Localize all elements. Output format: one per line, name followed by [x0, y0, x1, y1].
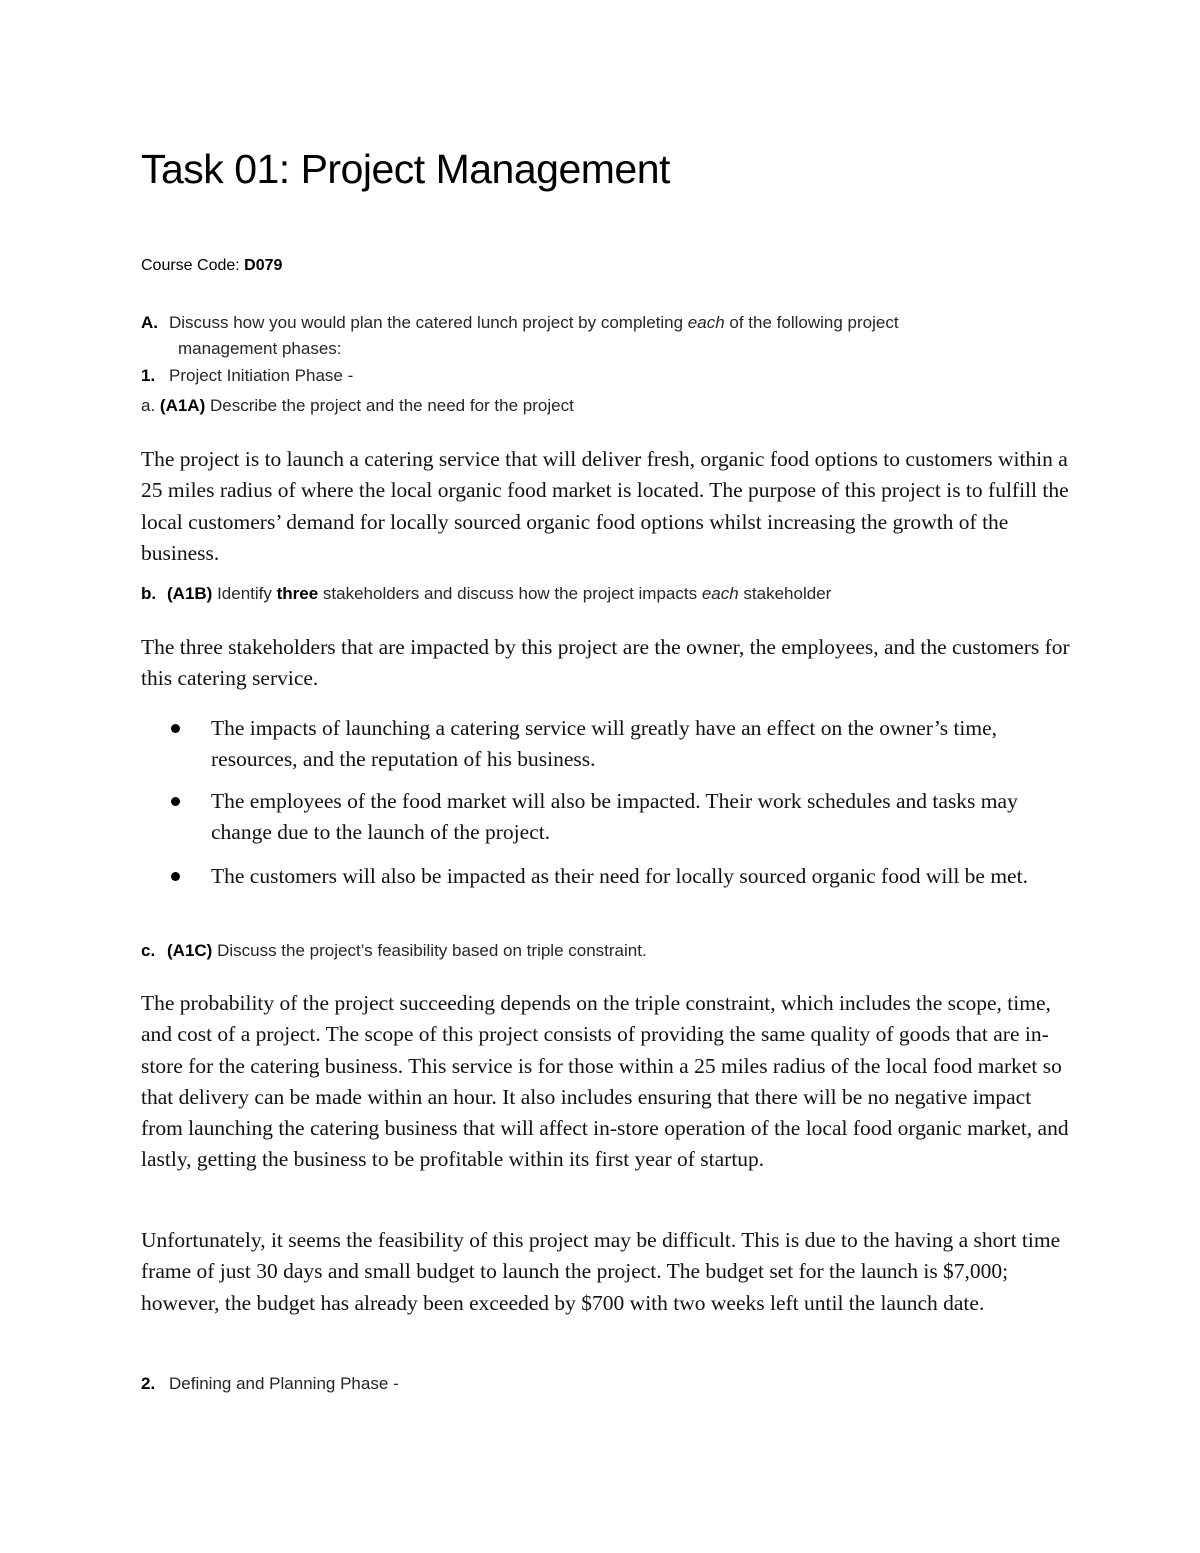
page-title: Task 01: Project Management	[141, 146, 670, 192]
section-a-heading-line2: management phases:	[178, 339, 342, 358]
item-b-text-middle: stakeholders and discuss how the project impacts	[318, 584, 702, 603]
phase-1-heading	[141, 366, 353, 386]
item-c-text: Discuss the project’s feasibility based on triple constraint.	[212, 941, 647, 960]
bullet-icon	[171, 797, 180, 806]
phase-1-label: Project Initiation Phase -	[169, 366, 354, 385]
list-item-text: The employees of the food market will also be impacted. Their work schedules and tasks may change due to the launch of the project.	[211, 789, 1018, 845]
item-a-code: (A1A)	[159, 396, 206, 415]
list-item	[171, 786, 1071, 849]
item-c-answer-2: Unfortunately, it seems the feasibility of this project may be difficult. This is due to the having a short time frame of just 30 days and small budget to launch the project. The budget set for the launch is $7,000; however, the budget has already been exceeded by $700 with two weeks left until the launch date.	[141, 1228, 1061, 1315]
bullet-icon	[171, 724, 180, 733]
section-a-text-end: of the following project	[724, 313, 899, 332]
item-b-heading	[141, 584, 831, 604]
item-b-marker: b.	[141, 584, 157, 603]
item-c-answer-1: The probability of the project succeeding depends on the triple constraint, which includes the scope, time, and cost of a project. The scope of this project consists of providing the same quality of goods that are in-store for the catering business. This service is for those within a 25 miles radius of the local food market so that delivery can be made within an hour. It also includes ensuring that there will be no negative impact from launching the catering business that will affect in-store operation of the local food organic market, and lastly, getting the business to be profitable within its first year of startup.	[141, 991, 1069, 1172]
item-a-heading	[141, 396, 574, 416]
item-b-code: (A1B)	[167, 584, 213, 603]
item-b-text-end: stakeholder	[738, 584, 832, 603]
item-a-marker: a.	[141, 396, 160, 415]
item-c-code: (A1C)	[167, 941, 213, 960]
list-item	[171, 713, 1071, 776]
list-item-text: The impacts of launching a catering service will greatly have an effect on the owner’s time, resources, and the reputation of his business.	[211, 716, 998, 772]
item-c-marker: c.	[141, 941, 156, 960]
section-a-marker: A.	[141, 313, 158, 332]
course-code-value: D079	[244, 257, 283, 274]
item-b-answer: The three stakeholders that are impacted by this project are the owner, the employees, and the customers for this catering service.	[141, 635, 1070, 691]
item-b-emphasis: each	[701, 584, 739, 603]
phase-2-marker: 2.	[141, 1374, 156, 1393]
phase-2-heading	[141, 1374, 399, 1394]
phase-2-label: Defining and Planning Phase -	[169, 1374, 399, 1393]
course-code	[141, 257, 282, 275]
section-a-emphasis: each	[687, 313, 725, 332]
course-code-label: Course Code:	[141, 257, 245, 274]
phase-1-marker: 1.	[141, 366, 156, 385]
bullet-icon	[171, 872, 180, 881]
section-a-text: Discuss how you would plan the catered lunch project by completing	[169, 313, 688, 332]
section-a-heading	[141, 313, 899, 333]
list-item-text: The customers will also be impacted as their need for locally sourced organic food will be met.	[211, 864, 1028, 888]
item-a-answer: The project is to launch a catering service that will deliver fresh, organic food options to customers within a 25 miles radius of where the local organic food market is located. The purpose of this project is to fulfill the local customers’ demand for locally sourced organic food options whilst increasing the growth of the business.	[141, 447, 1069, 565]
item-a-text: Describe the project and the need for the project	[205, 396, 574, 415]
item-b-bold: three	[276, 584, 319, 603]
list-item	[171, 861, 1071, 892]
item-b-text: Identify	[212, 584, 277, 603]
item-c-heading	[141, 941, 647, 961]
